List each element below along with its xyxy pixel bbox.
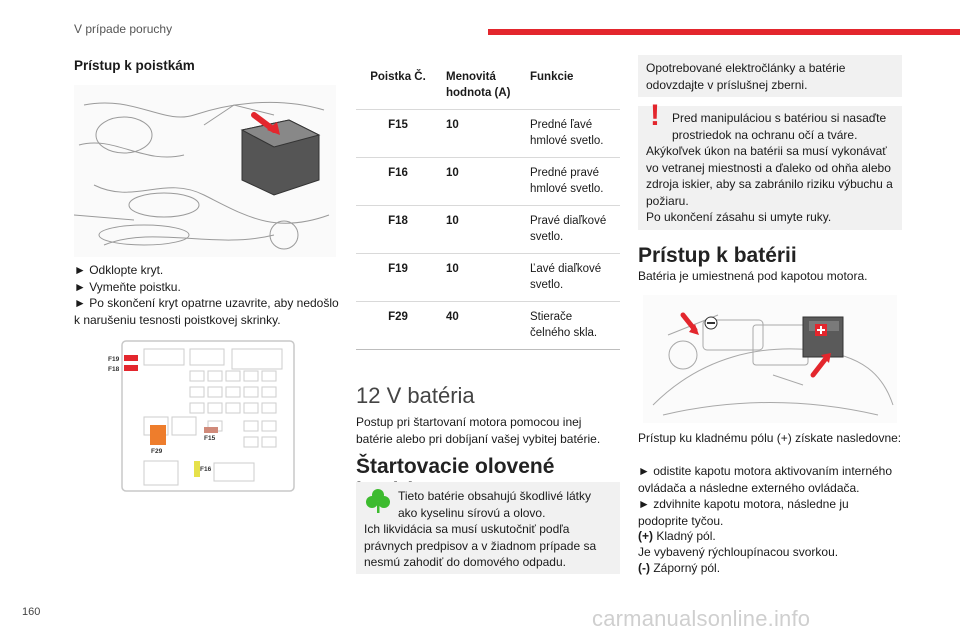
fuse-label-f19: F19: [108, 356, 120, 363]
recycle-note-box: [638, 55, 902, 97]
fuse-function: Stierače čelného skla.: [524, 302, 620, 350]
fuse-function: Pravé diaľkové svetlo.: [524, 206, 620, 254]
table-row: [356, 254, 620, 302]
warning-indented: Pred manipuláciou s batériou si nasaďte prostriedok na ochranu očí a tváre.: [672, 111, 887, 142]
col-header-fuse: Poistka Č.: [356, 62, 440, 110]
fuse-table-wrapper: [356, 62, 620, 350]
fuse-id: F16: [356, 158, 440, 206]
fuse-function: Predné ľavé hmlové svetlo.: [524, 110, 620, 158]
fuse-rating: 10: [440, 110, 524, 158]
eco-note-indented: Tieto batérie obsahujú škodlivé látky ako kyselinu sírovú a olovo.: [398, 489, 591, 520]
negative-pole-line: [638, 560, 902, 577]
watermark: carmanualsonline.info: [592, 606, 811, 631]
table-row: [356, 206, 620, 254]
access-step-1: ► odistite kapotu motora aktivovaním interného ovládača a následne externého ovládača.: [638, 463, 902, 496]
battery-access-heading: Prístup k batérii: [638, 244, 797, 267]
fuse-step-2: ► Vymeňte poistku.: [74, 279, 339, 296]
warning-last: Po ukončení zásahu si umyte ruky.: [646, 210, 832, 224]
warning-rest: Akýkoľvek úkon na batérii sa musí vykonávať vo vetranej miestnosti a ďaleko od ohňa alebo zdroja iskier, aby sa zabránilo riziku výbuchu a požiaru.: [646, 144, 893, 208]
access-steps: [638, 463, 902, 529]
fuse-label-f15: F15: [204, 435, 216, 442]
fuse-rating: 10: [440, 206, 524, 254]
fuse-function: Ľavé diaľkové svetlo.: [524, 254, 620, 302]
battery-intro: Postup pri štartovaní motora pomocou inej batérie alebo pri dobíjaní vašej vybitej batérie.: [356, 415, 601, 446]
access-step-2: ► zdvihnite kapotu motora, následne ju podoprite tyčou.: [638, 496, 902, 529]
table-header-row: [356, 62, 620, 110]
fuse-label-f16: F16: [200, 466, 212, 473]
fuse-id: F15: [356, 110, 440, 158]
eco-note-box: [356, 482, 620, 574]
fuse-id: F29: [356, 302, 440, 350]
lead-battery-heading: Štartovacie olovené: [356, 455, 555, 478]
fuse-rating: 40: [440, 302, 524, 350]
fuse-label-f18: F18: [108, 366, 120, 373]
engine-bay-photo: [643, 295, 897, 423]
col-header-rating: Menovitá hodnota (A): [440, 62, 524, 110]
fuse-label-f29: F29: [151, 448, 163, 455]
fuse-id: F19: [356, 254, 440, 302]
eco-note-rest: Ich likvidácia sa musí uskutočniť podľa právnych predpisov a v žiadnom prípade sa nesmú zahodiť do domového odpadu.: [364, 522, 597, 569]
battery-access-text: Prístup ku kladnému pólu (+) získate nasledovne:: [638, 431, 902, 445]
positive-pole-detail: Je vybavený rýchloupínacou svorkou.: [638, 545, 839, 559]
fuse-function: Predné pravé hmlové svetlo.: [524, 158, 620, 206]
recycle-note: Opotrebované elektročlánky a batérie odovzdajte v príslušnej zberni.: [646, 61, 846, 92]
fuse-box-diagram: [104, 337, 298, 495]
table-row: [356, 302, 620, 350]
warning-box: [638, 99, 902, 230]
table-row: [356, 158, 620, 206]
fuse-step-1: ► Odklopte kryt.: [74, 262, 339, 279]
warning-icon: !: [650, 99, 660, 132]
positive-pole-line: [638, 528, 902, 545]
fuse-box-photo: [74, 85, 336, 257]
negative-pole-text: Záporný pól.: [653, 561, 721, 575]
fuse-id: F18: [356, 206, 440, 254]
positive-pole-symbol: (+): [638, 529, 653, 543]
section-title: V prípade poruchy: [74, 22, 173, 36]
fuse-rating: 10: [440, 254, 524, 302]
fuse-access-heading: Prístup k poistkám: [74, 58, 195, 73]
positive-pole-text: Kladný pól.: [656, 529, 716, 543]
negative-pole-symbol: (-): [638, 561, 650, 575]
fuse-steps: [74, 262, 339, 328]
battery-access-intro: Batéria je umiestnená pod kapotou motora.: [638, 269, 868, 283]
fuse-rating: 10: [440, 158, 524, 206]
fuse-table: [356, 62, 620, 350]
table-row: [356, 110, 620, 158]
clover-icon: [366, 488, 390, 519]
col-header-function: Funkcie: [524, 62, 620, 110]
page-number: 160: [22, 606, 41, 618]
header-accent-bar: [488, 29, 960, 35]
fuse-step-3: ► Po skončení kryt opatrne uzavrite, aby nedošlo k narušeniu tesnosti poistkovej skrinky.: [74, 295, 339, 328]
battery-heading: 12 V batéria: [356, 383, 475, 408]
